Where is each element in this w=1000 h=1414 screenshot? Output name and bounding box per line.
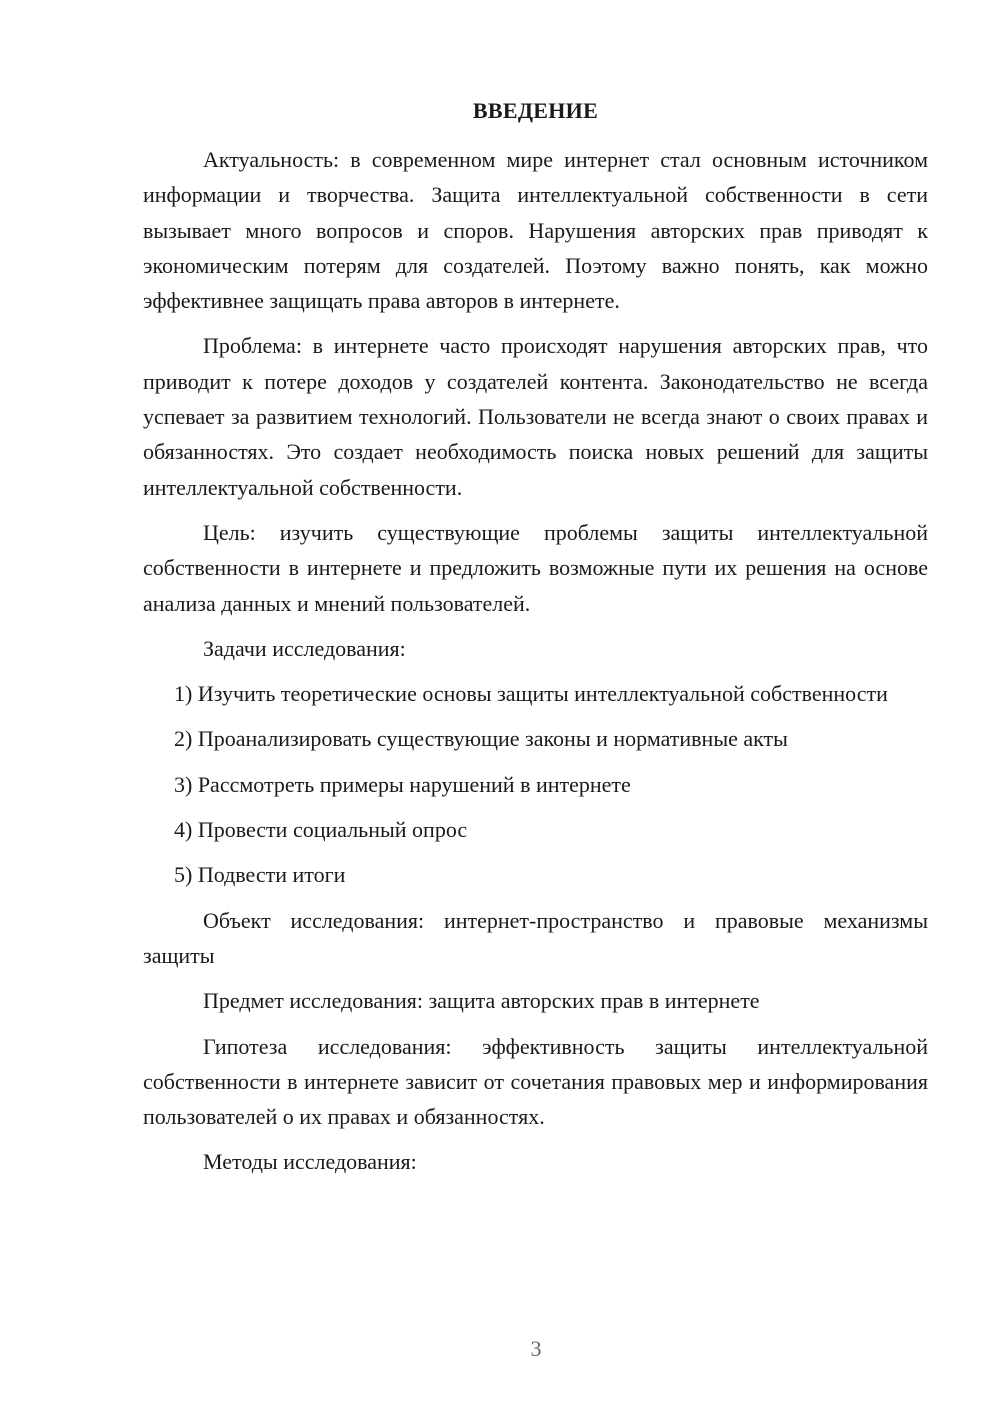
paragraph-methods: Методы исследования:	[203, 1149, 417, 1175]
paragraph-goal: Цель: изучить существующие проблемы защиты интеллектуальной собственности в интернете и предложить возможные пути их решения на основе анализа данных и мнений пользователей.	[143, 519, 928, 616]
task-item-1: 1) Изучить теоретические основы защиты интеллектуальной собственности	[174, 681, 888, 707]
paragraph-hypothesis: Гипотеза исследования: эффективность защиты интеллектуальной собственности в интернете зависит от сочетания правовых мер и информирования пользователей о их правах и обязанностях.	[143, 1033, 928, 1130]
paragraph-tasks-intro: Задачи исследования:	[203, 635, 406, 661]
task-item-3: 3) Рассмотреть примеры нарушений в интернете	[174, 771, 631, 797]
paragraph-relevance: Актуальность: в современном мире интернет стал основным источником информации и творчества. Защита интеллектуальной собственности в сети вызывает много вопросов и споров. Нарушения авторских прав приводят к экономическим потерям для создателей. Поэтому важно понять, как можно эффективнее защищать права авторов в интернете.	[143, 147, 928, 314]
body-text	[143, 142, 928, 1190]
section-heading: ВВЕДЕНИЕ	[472, 98, 599, 123]
paragraph-object: Объект исследования: интернет-пространство и правовые механизмы защиты	[143, 907, 928, 968]
task-item-4: 4) Провести социальный опрос	[174, 817, 468, 843]
page-number: 3	[530, 1336, 542, 1361]
paragraph-subject: Предмет исследования: защита авторских прав в интернете	[203, 988, 760, 1014]
paragraph-problem: Проблема: в интернете часто происходят нарушения авторских прав, что приводит к потере доходов у создателей контента. Законодательство не всегда успевает за развитием технологий. Пользователи не всегда знают о своих правах и обязанностях. Это создает необходимость поиска новых решений для защиты интеллектуальной собственности.	[143, 333, 928, 500]
task-item-2: 2) Проанализировать существующие законы и нормативные акты	[174, 726, 788, 752]
task-item-5: 5) Подвести итоги	[174, 862, 346, 888]
